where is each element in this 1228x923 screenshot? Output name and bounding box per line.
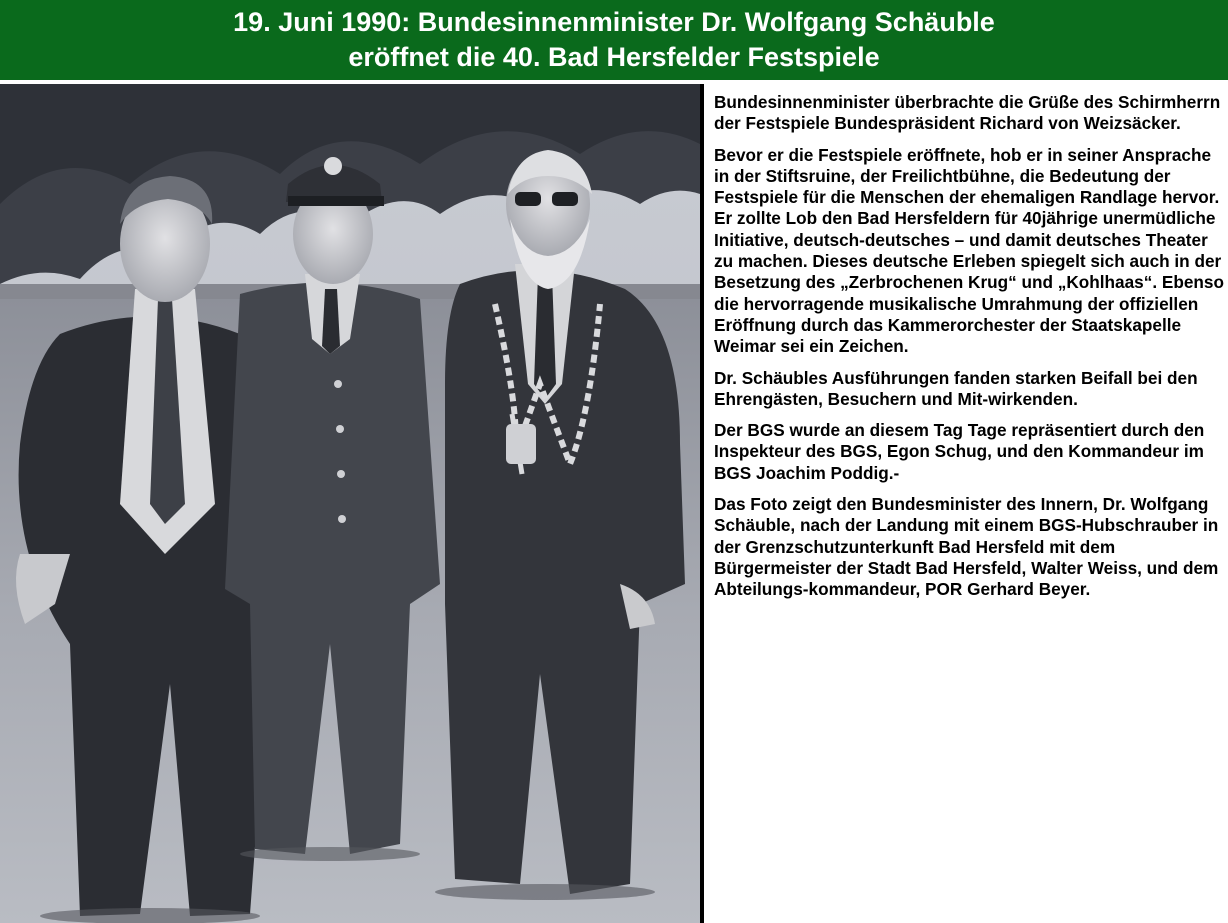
article-paragraph-4: Der BGS wurde an diesem Tag Tage repräsentiert durch den Inspekteur des BGS, Egon Schug, und den Kommandeur im BGS Joachim Poddig.- xyxy=(714,420,1205,483)
black-and-white-photo xyxy=(0,84,700,923)
article-paragraph-5: Das Foto zeigt den Bundesminister des Innern, Dr. Wolfgang Schäuble, nach der Landung mit einem BGS-Hubschrauber in der Grenzschutzunterkunft Bad Hersfeld mit dem Bürgermeister der Stadt Bad Hersfeld, Walter Weiss, und dem Abteilungs-kommandeur, POR Gerhard Beyer. xyxy=(714,494,1219,600)
article-paragraph-3: Dr. Schäubles Ausführungen fanden starken Beifall bei den Ehrengästen, Besuchern und Mit-wirkenden. xyxy=(714,367,1198,409)
article-text xyxy=(714,92,1224,611)
article-paragraph-1: Bundesinnenminister überbrachte die Grüße des Schirmherrn der Festspiele Bundespräsident Richard von Weizsäcker. xyxy=(714,92,1221,134)
column-divider xyxy=(700,84,704,923)
page-title-line-1: 19. Juni 1990: Bundesinnenminister Dr. Wolfgang Schäuble xyxy=(233,7,995,37)
article-paragraph-2: Bevor er die Festspiele eröffnete, hob er in seiner Ansprache in der Stiftsruine, der Freilichtbühne, die Bedeutung der Festspiele für die Menschen der ehemaligen Randlage hervor. Er zollte Lob den Bad Hersfeldern für 40jährige unermüdliche Initiative, deutsch-deutsches – und damit deutsches Theater zu machen. Dieses deutsche Erleben spiegelt sich auch in der Besetzung des „Zerbrochenen Krug“ und „Kohlhaas“. Ebenso die hervorragende musikalische Umrahmung der offiziellen Eröffnung durch das Kammerorchester der Staatskapelle Weimar sei ein Zeichen. xyxy=(714,144,1224,357)
photo-three-men-icon xyxy=(0,84,700,923)
page-title-line-2: eröffnet die 40. Bad Hersfelder Festspiele xyxy=(348,42,880,72)
header-banner xyxy=(0,0,1228,82)
